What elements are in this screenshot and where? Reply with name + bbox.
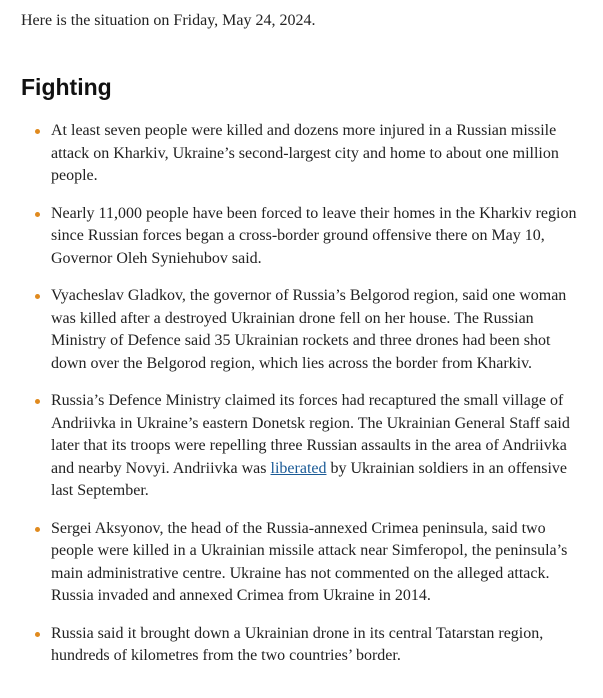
bullet-item-andriivka xyxy=(51,390,589,503)
bullet-item-tatarstan xyxy=(51,623,589,668)
bullet-text: Nearly 11,000 people have been forced to leave their homes in the Kharkiv region since Russian forces began a cross-border ground offensive there on May 10, Governor Oleh Syniehubov said. xyxy=(51,204,577,267)
bullet-dot-icon xyxy=(35,294,40,299)
bullet-item-belgorod xyxy=(51,285,589,375)
bullet-dot-icon xyxy=(35,129,40,134)
intro-date-line: Here is the situation on Friday, May 24, 2024. xyxy=(21,12,316,29)
bullet-text: Vyacheslav Gladkov, the governor of Russia’s Belgorod region, said one woman was killed after a destroyed Ukrainian drone fell on her house. The Russian Ministry of Defence said 35 Ukrainian rockets and three drones had been shot down over the Belgorod region, which lies across the border from Kharkiv. xyxy=(51,287,567,372)
bullet-dot-icon xyxy=(35,399,40,404)
bullet-text-after-link: by Ukrainian soldiers in an offensive last September. xyxy=(51,459,568,499)
liberated-link[interactable]: liberated xyxy=(270,459,327,477)
fighting-bullet-list xyxy=(21,120,589,668)
bullet-dot-icon xyxy=(35,632,40,637)
bullet-item-displacement xyxy=(51,203,589,271)
bullet-text-before-link: Russia’s Defence Ministry claimed its forces had recaptured the small village of Andriivka in Ukraine’s eastern Donetsk region. The Ukrainian General Staff said later that its troops were repelling three Russian assaults in the area of Andriivka and nearby Novyi. Andriivka was xyxy=(51,392,570,477)
section-heading-fighting: Fighting xyxy=(21,74,112,100)
bullet-text: Sergei Aksyonov, the head of the Russia-annexed Crimea peninsula, said two people were killed in a Ukrainian missile attack near Simferopol, the peninsula’s main administrative centre. Ukraine has not commented on the alleged attack. Russia invaded and annexed Crimea from Ukraine in 2014. xyxy=(51,519,568,604)
bullet-item-kharkiv-attack xyxy=(51,120,589,188)
bullet-text: Russia said it brought down a Ukrainian drone in its central Tatarstan region, hundreds of kilometres from the two countries’ border. xyxy=(51,624,544,664)
bullet-dot-icon xyxy=(35,212,40,217)
bullet-item-crimea xyxy=(51,518,589,608)
bullet-text: At least seven people were killed and dozens more injured in a Russian missile attack on Kharkiv, Ukraine’s second-largest city and home to about one million people. xyxy=(51,122,559,184)
bullet-dot-icon xyxy=(35,527,40,532)
